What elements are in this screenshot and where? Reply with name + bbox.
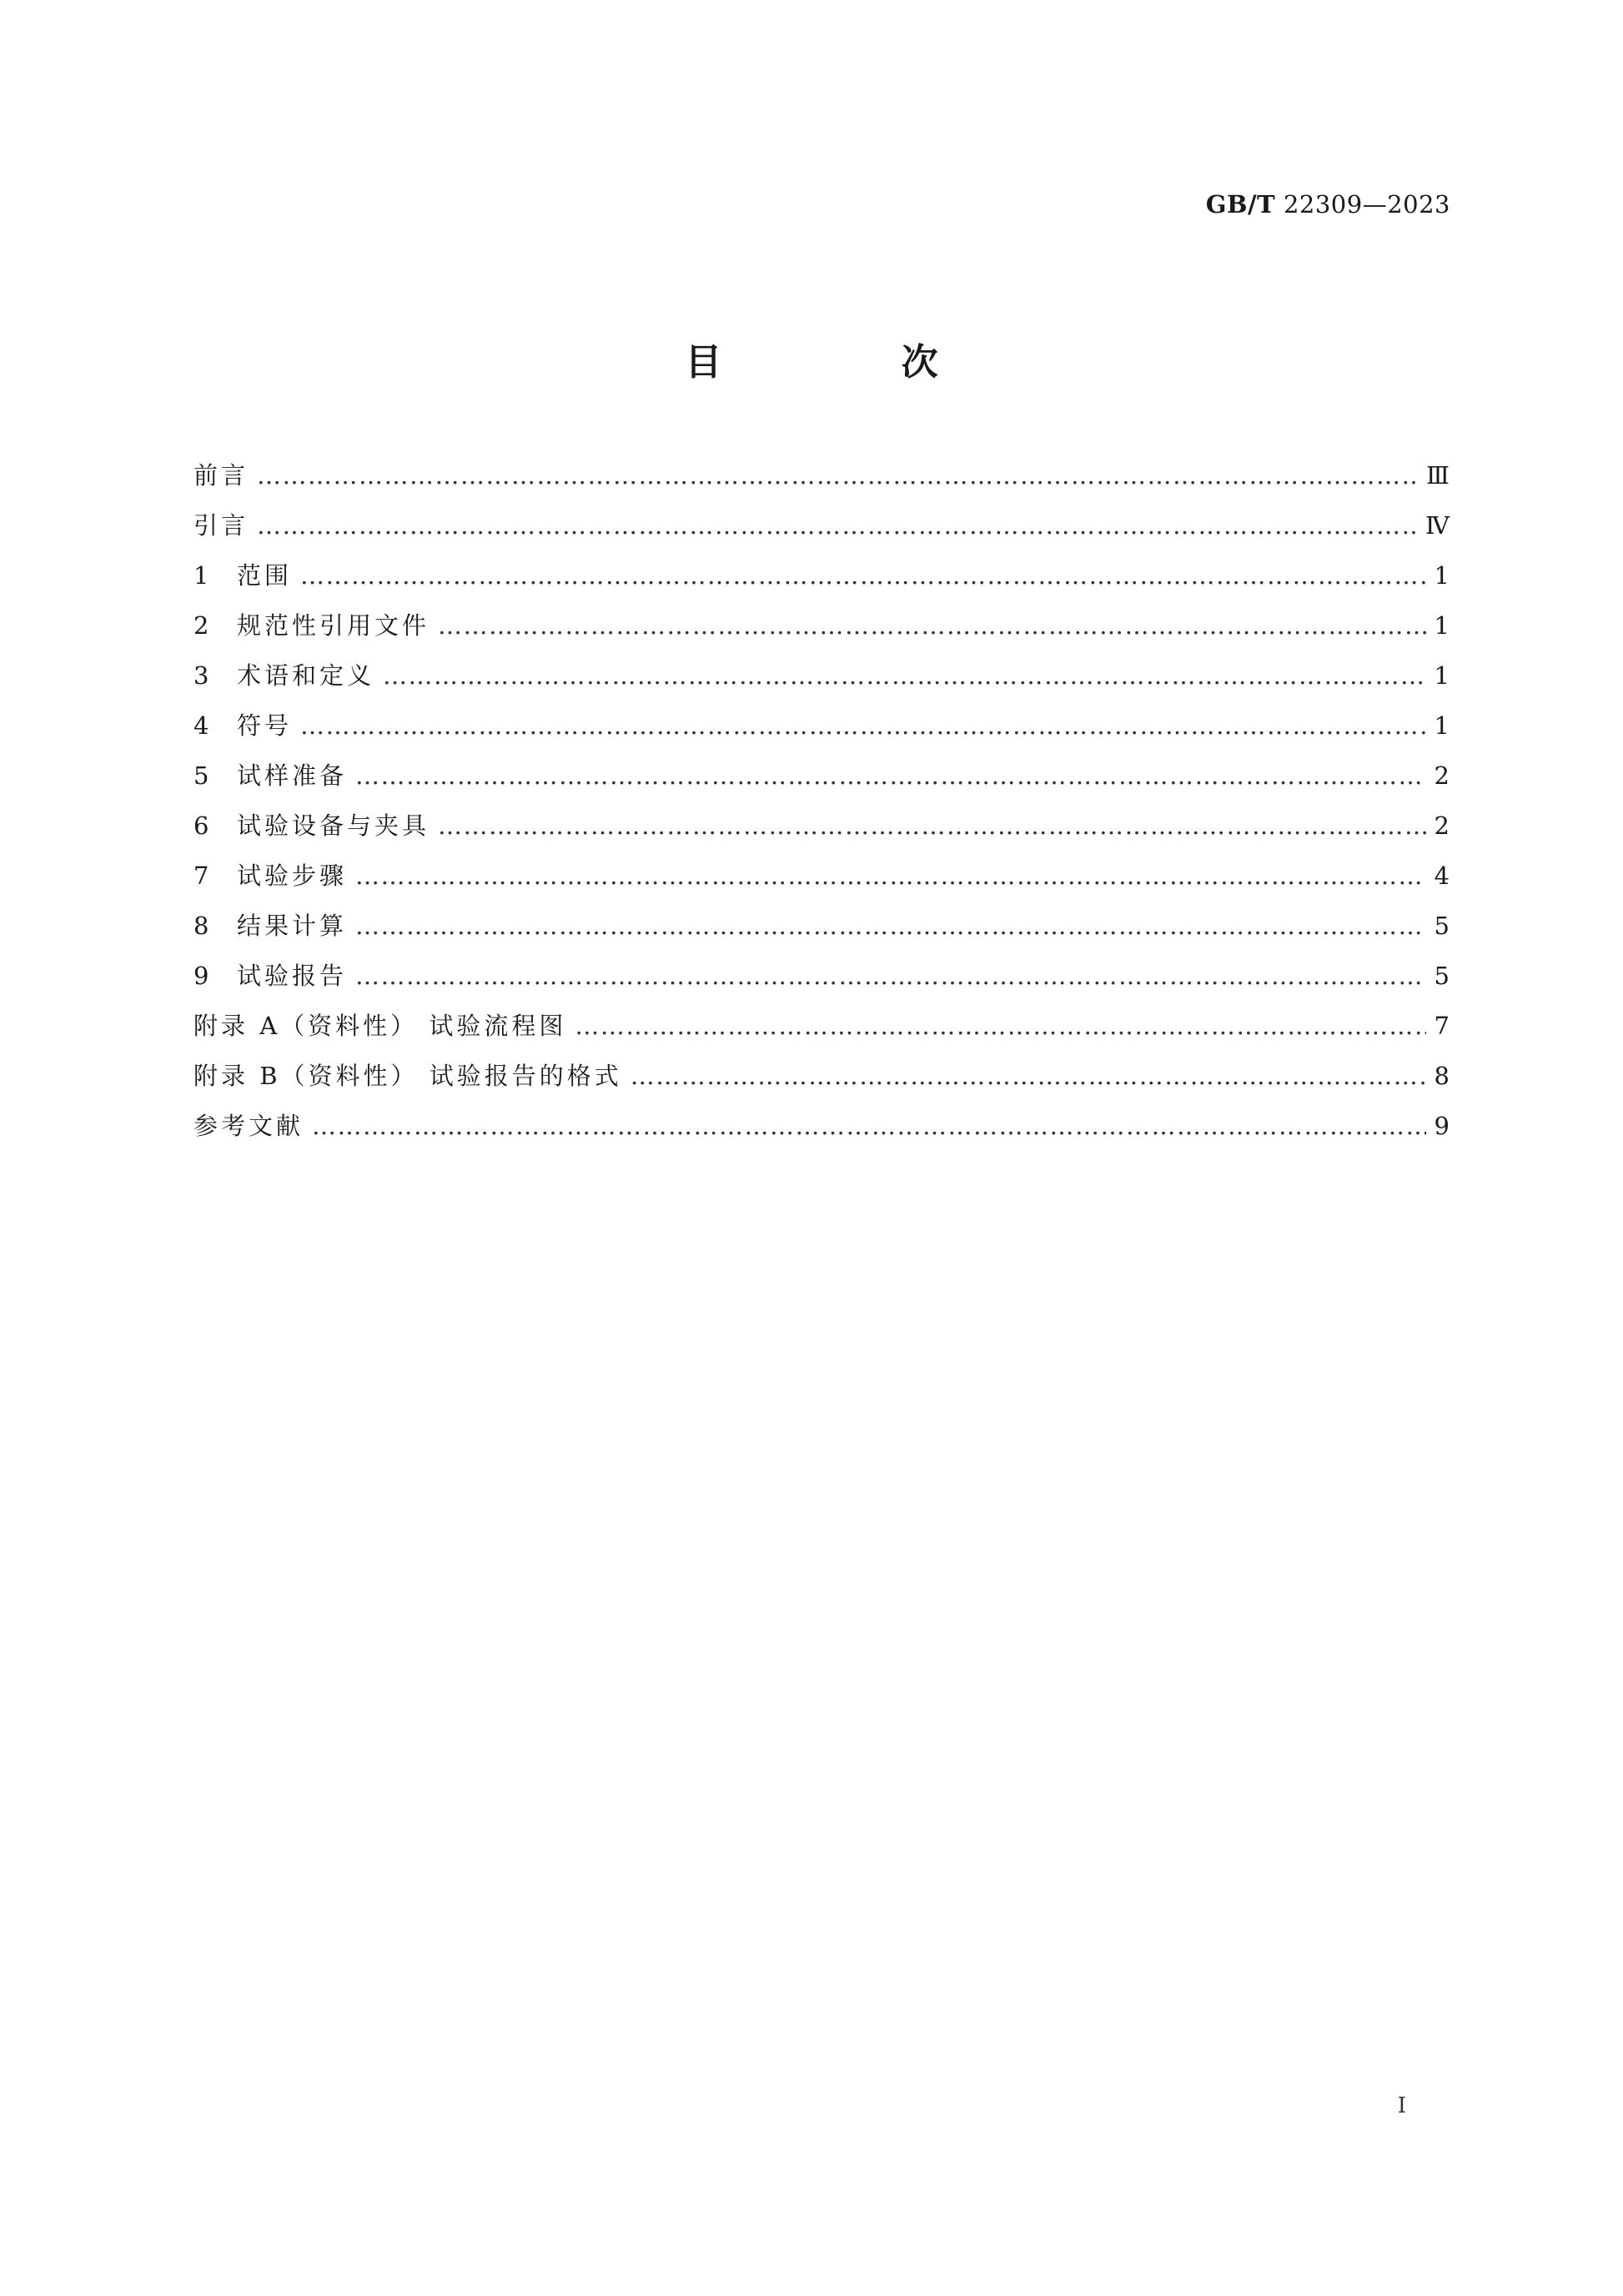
toc-leader-dots [383,661,1426,690]
toc-leader-dots [300,711,1426,740]
toc-entry-number: 1 [193,561,213,590]
toc-leader-dots [355,912,1426,940]
toc-entry-page: 1 [1434,711,1450,740]
standard-number: 22309—2023 [1283,190,1450,219]
toc-entry-label: 试验步骤 [237,862,348,890]
toc-entry-label: 试样准备 [237,761,348,790]
toc-entry-page: 1 [1434,611,1450,640]
toc-entry-label: 规范性引用文件 [237,611,430,640]
toc-entry-label: 附录 A（资料性） 试验流程图 [193,1012,567,1040]
toc-entry-number: 8 [193,912,213,940]
toc-leader-dots [355,962,1426,990]
toc-entry-annex-b[interactable] [193,1058,1450,1108]
toc-entry-label: 前言 [193,461,249,490]
toc-leader-dots [575,1012,1425,1040]
toc-entry-number: 4 [193,711,213,740]
toc-entry-page: 4 [1434,862,1450,890]
toc-entry-page: Ⅳ [1425,511,1450,540]
toc-entry-number: 6 [193,811,213,840]
toc-leader-dots [355,761,1426,790]
toc-leader-dots [257,511,1417,540]
page-number: I [1397,2093,1406,2118]
toc-entry-number: 9 [193,962,213,990]
toc-entry-foreword[interactable] [193,457,1450,507]
toc-entry-label: 试验设备与夹具 [237,811,430,840]
toc-entry-label: 引言 [193,511,249,540]
toc-entry-normative-references[interactable] [193,607,1450,657]
toc-entry-test-report[interactable] [193,957,1450,1007]
page-title: 目 次 [685,341,1022,384]
toc-entry-page: 2 [1434,811,1450,840]
toc-entry-introduction[interactable] [193,507,1450,557]
toc-entry-page: 1 [1434,561,1450,590]
toc-entry-test-procedure[interactable] [193,857,1450,907]
toc-entry-page: 9 [1434,1112,1450,1140]
toc-leader-dots [300,561,1426,590]
toc-entry-page: Ⅲ [1426,461,1450,490]
toc-entry-equipment-fixtures[interactable] [193,807,1450,857]
toc-entry-number: 5 [193,761,213,790]
toc-entry-specimen-preparation[interactable] [193,757,1450,807]
toc-entry-page: 5 [1434,962,1450,990]
toc-entry-label: 参考文献 [193,1112,304,1140]
toc-leader-dots [312,1112,1426,1140]
toc-entry-terms-definitions[interactable] [193,657,1450,707]
toc-leader-dots [438,811,1426,840]
toc-entry-page: 1 [1434,661,1450,690]
toc-entry-bibliography[interactable] [193,1108,1450,1158]
toc-entry-number: 3 [193,661,213,690]
toc-entry-page: 8 [1434,1062,1450,1090]
toc-list [193,457,1450,1158]
toc-entry-symbols[interactable] [193,707,1450,757]
toc-entry-page: 2 [1434,761,1450,790]
toc-entry-page: 5 [1434,912,1450,940]
toc-entry-calculation[interactable] [193,907,1450,957]
toc-entry-label: 符号 [237,711,293,740]
toc-entry-label: 术语和定义 [237,661,375,690]
standard-prefix: GB/T [1205,190,1276,219]
toc-entry-page: 7 [1434,1012,1450,1040]
toc-entry-label: 附录 B（资料性） 试验报告的格式 [193,1062,622,1090]
toc-entry-label: 试验报告 [237,962,348,990]
toc-entry-label: 范围 [237,561,293,590]
toc-entry-scope[interactable] [193,557,1450,607]
toc-leader-dots [257,461,1418,490]
toc-entry-number: 2 [193,611,213,640]
toc-entry-annex-a[interactable] [193,1007,1450,1058]
toc-entry-label: 结果计算 [237,912,348,940]
toc-leader-dots [438,611,1426,640]
toc-entry-number: 7 [193,862,213,890]
toc-leader-dots [631,1062,1426,1090]
toc-leader-dots [355,862,1426,890]
standard-code [1206,190,1450,219]
